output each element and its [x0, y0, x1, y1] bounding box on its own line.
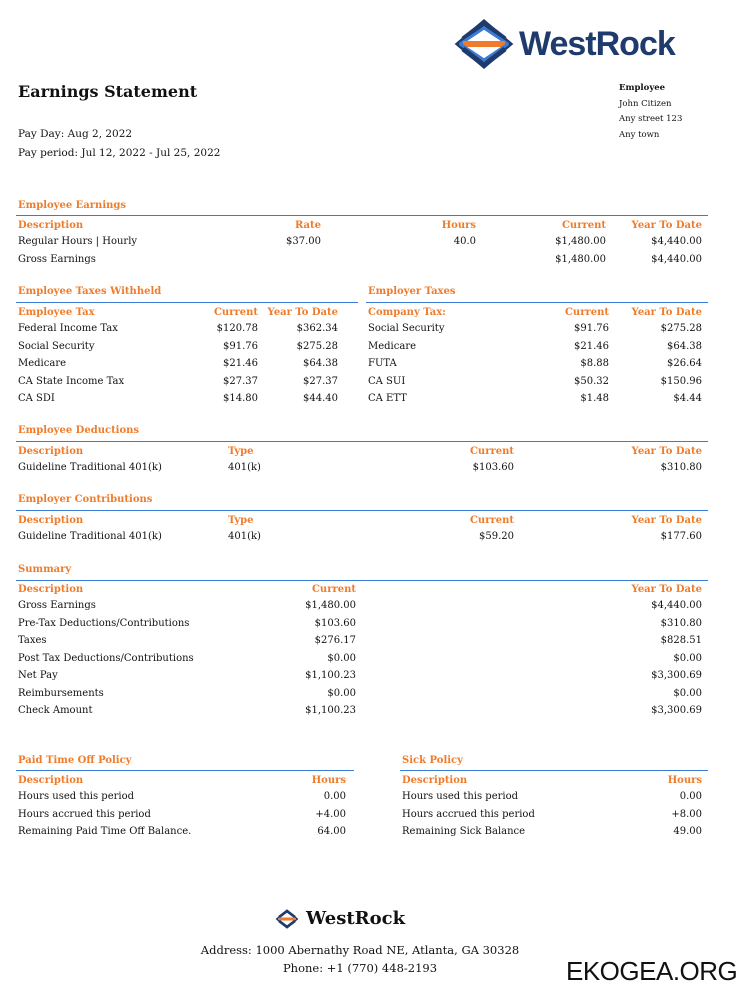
table-row: [18, 355, 338, 373]
table-row: [18, 251, 702, 269]
westrock-logo-icon: [455, 19, 513, 69]
cell: Hours used this period: [402, 791, 519, 803]
cell: $64.38: [667, 340, 702, 352]
cell: Federal Income Tax: [18, 323, 118, 335]
table-row: [18, 823, 346, 841]
table-row: [18, 667, 702, 685]
cell: 64.00: [317, 826, 346, 838]
col-description: Description: [402, 774, 468, 786]
summary-title: Summary: [18, 564, 72, 575]
cell: Net Pay: [18, 670, 58, 682]
cell: $59.20: [479, 531, 514, 543]
cell: $91.76: [223, 340, 258, 352]
cell: Social Security: [368, 323, 445, 335]
footer-brand: WestRock: [306, 908, 406, 929]
cell: 49.00: [673, 826, 702, 838]
table-row: [402, 806, 702, 824]
col-employee-tax: Employee Tax: [18, 306, 95, 318]
table-header: [368, 304, 702, 320]
col-hours: Hours: [441, 219, 476, 231]
table-row: [368, 320, 702, 338]
watermark: EKOGEA.ORG: [566, 956, 737, 986]
table-row: [368, 390, 702, 408]
col-type: Type: [228, 514, 254, 526]
table-row: [18, 373, 338, 391]
cell: Gross Earnings: [18, 600, 96, 612]
cell: $120.78: [216, 323, 258, 335]
cell: $1,480.00: [305, 600, 356, 612]
cell: Hours used this period: [18, 791, 135, 803]
cell: $310.80: [660, 617, 702, 629]
cell: Check Amount: [18, 705, 93, 717]
col-hours: Hours: [311, 774, 346, 786]
contributions-rule: [16, 510, 708, 511]
header-logo: [455, 16, 705, 72]
cell: $0.00: [327, 687, 356, 699]
cell: $1,100.23: [305, 705, 356, 717]
cell: $27.37: [223, 375, 258, 387]
cell: $103.60: [314, 617, 356, 629]
employee-town: Any town: [619, 129, 660, 140]
col-description: Description: [18, 514, 84, 526]
table-header: [18, 443, 702, 459]
cell: +4.00: [315, 808, 346, 820]
cell: $276.17: [314, 635, 356, 647]
cell: Guideline Traditional 401(k): [18, 531, 162, 543]
earnings-table: [18, 217, 702, 268]
table-row: [18, 597, 702, 615]
table-row: [18, 650, 702, 668]
table-row: [18, 233, 702, 251]
col-current: Current: [561, 219, 606, 231]
cell: $14.80: [223, 393, 258, 405]
cell: $0.00: [673, 652, 702, 664]
cell: $362.34: [296, 323, 338, 335]
cell: Hours accrued this period: [402, 808, 535, 820]
col-ytd: Year To Date: [631, 306, 702, 318]
table-row: [18, 788, 346, 806]
col-type: Type: [228, 445, 254, 457]
cell: CA SUI: [368, 375, 406, 387]
cell: Guideline Traditional 401(k): [18, 462, 162, 474]
table-row: [18, 615, 702, 633]
table-row: [18, 632, 702, 650]
table-row: [368, 355, 702, 373]
table-row: [368, 338, 702, 356]
cell: $4,440.00: [651, 253, 702, 265]
cell: Gross Earnings: [18, 253, 96, 265]
cell: $1,100.23: [305, 670, 356, 682]
cell: $828.51: [660, 635, 702, 647]
cell: $0.00: [673, 687, 702, 699]
contributions-title: Employer Contributions: [18, 494, 153, 505]
footer-phone: Phone: +1 (770) 448-2193: [282, 961, 438, 975]
cell: Medicare: [368, 340, 417, 352]
cell: $37.00: [286, 236, 321, 248]
cell: Hours accrued this period: [18, 808, 151, 820]
cell: $275.28: [660, 323, 702, 335]
table-row: [18, 459, 702, 477]
cell: +8.00: [671, 808, 702, 820]
cell: $1,480.00: [555, 253, 606, 265]
cell: Taxes: [18, 635, 47, 647]
table-row: [18, 806, 346, 824]
cell: Remaining Paid Time Off Balance.: [18, 826, 192, 838]
cell: $4,440.00: [651, 600, 702, 612]
westrock-footer-logo-icon: [276, 909, 298, 929]
pto-table: [18, 772, 346, 841]
table-row: [18, 338, 338, 356]
cell: FUTA: [368, 358, 397, 370]
cell: $150.96: [660, 375, 702, 387]
logo-text: WestRock: [519, 24, 675, 63]
table-row: [18, 702, 702, 720]
cell: CA SDI: [18, 393, 55, 405]
table-header: [18, 304, 338, 320]
cell: $44.40: [303, 393, 338, 405]
col-current: Current: [213, 306, 258, 318]
cell: Pre-Tax Deductions/Contributions: [18, 617, 190, 629]
employee-name: John Citizen: [619, 98, 672, 109]
pto-rule: [16, 770, 354, 771]
earnings-rule: [16, 215, 708, 216]
cell: $21.46: [574, 340, 609, 352]
table-header: [18, 581, 702, 597]
page-title: Earnings Statement: [18, 82, 198, 101]
cell: $50.32: [574, 375, 609, 387]
cell: Regular Hours | Hourly: [18, 236, 138, 248]
cell: 0.00: [679, 791, 702, 803]
cell: 401(k): [228, 462, 261, 474]
pay-day: Pay Day: Aug 2, 2022: [18, 128, 133, 140]
col-ytd: Year To Date: [267, 306, 338, 318]
pay-period: Pay period: Jul 12, 2022 - Jul 25, 2022: [18, 147, 221, 159]
table-header: [18, 217, 702, 233]
cell: $64.38: [303, 358, 338, 370]
table-row: [18, 528, 702, 546]
cell: Medicare: [18, 358, 67, 370]
footer-logo: [276, 908, 405, 929]
col-hours: Hours: [667, 774, 702, 786]
col-current: Current: [469, 445, 514, 457]
sick-table: [402, 772, 702, 841]
cell: 40.0: [453, 236, 476, 248]
table-row: [18, 320, 338, 338]
deductions-title: Employee Deductions: [18, 425, 140, 436]
cell: $1.48: [580, 393, 609, 405]
table-header: [402, 772, 702, 788]
employer-taxes-table: [368, 304, 702, 408]
cell: $177.60: [660, 531, 702, 543]
cell: $275.28: [296, 340, 338, 352]
col-description: Description: [18, 219, 84, 231]
cell: $3,300.69: [651, 670, 702, 682]
cell: $27.37: [303, 375, 338, 387]
cell: $310.80: [660, 462, 702, 474]
cell: $26.64: [667, 358, 702, 370]
employee-heading: Employee: [619, 83, 666, 93]
deductions-table: [18, 443, 702, 477]
cell: $3,300.69: [651, 705, 702, 717]
col-current: Current: [564, 306, 609, 318]
cell: $103.60: [472, 462, 514, 474]
employee-taxes-title: Employee Taxes Withheld: [18, 286, 162, 297]
footer-address: Address: 1000 Abernathy Road NE, Atlanta, GA 30328: [200, 943, 520, 957]
col-description: Description: [18, 774, 84, 786]
employee-street: Any street 123: [619, 114, 683, 124]
col-ytd: Year To Date: [631, 514, 702, 526]
cell: CA State Income Tax: [18, 375, 125, 387]
table-row: [18, 685, 702, 703]
col-description: Description: [18, 583, 84, 595]
cell: $8.88: [580, 358, 609, 370]
cell: CA ETT: [368, 393, 407, 405]
col-ytd: Year To Date: [631, 219, 702, 231]
employee-info: [619, 81, 682, 143]
employer-taxes-rule: [366, 302, 708, 303]
sick-title: Sick Policy: [402, 755, 463, 766]
col-rate: Rate: [294, 219, 321, 231]
cell: $0.00: [327, 652, 356, 664]
col-ytd: Year To Date: [631, 445, 702, 457]
cell: $1,480.00: [555, 236, 606, 248]
table-header: [18, 772, 346, 788]
cell: $4.44: [673, 393, 702, 405]
cell: 401(k): [228, 531, 261, 543]
cell: $91.76: [574, 323, 609, 335]
cell: 0.00: [323, 791, 346, 803]
cell: $4,440.00: [651, 236, 702, 248]
col-company-tax: Company Tax:: [368, 306, 446, 318]
cell: Remaining Sick Balance: [402, 826, 526, 838]
table-header: [18, 512, 702, 528]
cell: [321, 251, 476, 269]
cell: Post Tax Deductions/Contributions: [18, 652, 194, 664]
col-ytd: Year To Date: [631, 583, 702, 595]
employee-taxes-rule: [16, 302, 358, 303]
col-current: Current: [469, 514, 514, 526]
deductions-rule: [16, 441, 708, 442]
summary-table: [18, 581, 702, 720]
table-row: [402, 823, 702, 841]
cell: $21.46: [223, 358, 258, 370]
table-row: [402, 788, 702, 806]
cell: Social Security: [18, 340, 95, 352]
pto-title: Paid Time Off Policy: [18, 755, 132, 766]
sick-rule: [400, 770, 708, 771]
earnings-title: Employee Earnings: [18, 200, 127, 211]
col-current: Current: [311, 583, 356, 595]
contributions-table: [18, 512, 702, 546]
cell: Reimbursements: [18, 687, 104, 699]
employer-taxes-title: Employer Taxes: [368, 286, 456, 297]
employee-taxes-table: [18, 304, 338, 408]
table-row: [368, 373, 702, 391]
table-row: [18, 390, 338, 408]
col-description: Description: [18, 445, 84, 457]
cell: [218, 251, 321, 269]
